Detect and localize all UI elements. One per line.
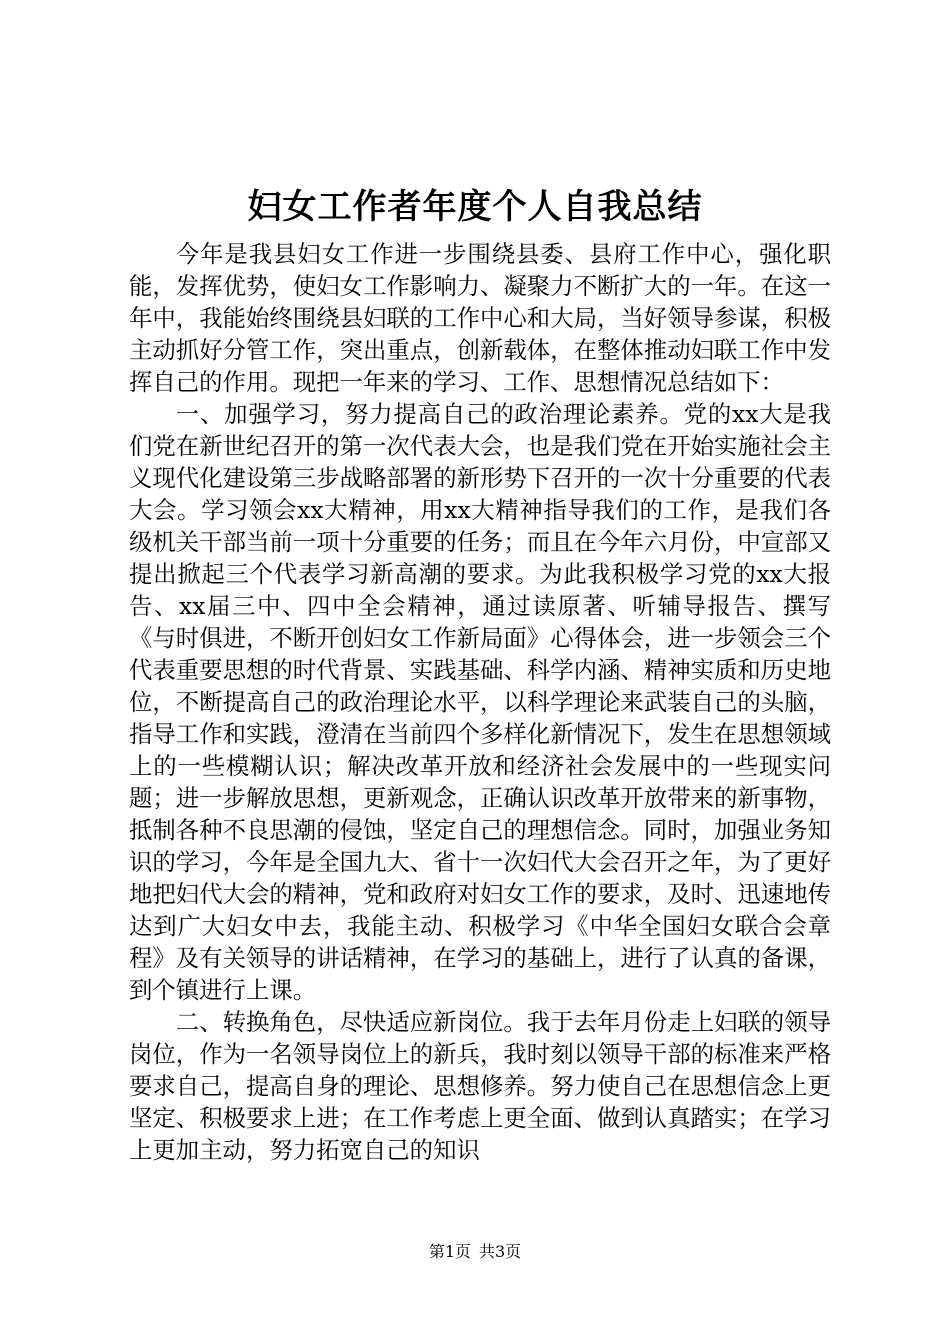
- paragraph-intro: 今年是我县妇女工作进一步围绕县委、县府工作中心，强化职能，发挥优势，使妇女工作影响力、凝聚力不断扩大的一年。在这一年中，我能始终围绕县妇联的工作中心和大局，当好领导参谋，积极主动抓好分管工作，突出重点，创新载体，在整体推动妇联工作中发挥自己的作用。现把一年来的学习、工作、思想情况总结如下：: [129, 240, 831, 396]
- document-body: [129, 238, 831, 1166]
- document-title: 妇女工作者年度个人自我总结: [247, 187, 703, 227]
- page-footer: [0, 1241, 950, 1263]
- page-total: 共3页: [479, 1242, 522, 1261]
- paragraph-section-two: 二、转换角色，尽快适应新岗位。我于去年月份走上妇联的领导岗位，作为一名领导岗位上的新兵，我时刻以领导干部的标准来严格要求自己，提高自身的理论、思想修养。努力使自己在思想信念上更坚定、积极要求上进；在工作考虑上更全面、做到认真踏实；在学习上更加主动，努力拓宽自己的知识: [129, 1008, 831, 1164]
- paragraph-section-one: 一、加强学习，努力提高自己的政治理论素养。党的xx大是我们党在新世纪召开的第一次代表大会，也是我们党在开始实施社会主义现代化建设第三步战略部署的新形势下召开的一次十分重要的代表大会。学习领会xx大精神，用xx大精神指导我们的工作，是我们各级机关干部当前一项十分重要的任务；而且在今年六月份，中宣部又提出掀起三个代表学习新高潮的要求。为此我积极学习党的xx大报告、xx届三中、四中全会精神，通过读原著、听辅导报告、撰写《与时俱进，不断开创妇女工作新局面》心得体会，进一步领会三个代表重要思想的时代背景、实践基础、科学内涵、精神实质和历史地位，不断提高自己的政治理论水平，以科学理论来武装自己的头脑，指导工作和实践，澄清在当前四个多样化新情况下，发生在思想领域上的一些模糊认识；解决改革开放和经济社会发展中的一些现实问题；进一步解放思想，更新观念，正确认识改革开放带来的新事物，抵制各种不良思潮的侵蚀，坚定自己的理想信念。同时，加强业务知识的学习，今年是全国九大、省十一次妇代大会召开之年，为了更好地把妇代大会的精神，党和政府对妇女工作的要求，及时、迅速地传达到广大妇女中去，我能主动、积极学习《中华全国妇女联合会章程》及有关领导的讲话精神，在学习的基础上，进行了认真的备课，到个镇进行上课。: [129, 400, 831, 1004]
- page-number: 第1页: [428, 1242, 471, 1261]
